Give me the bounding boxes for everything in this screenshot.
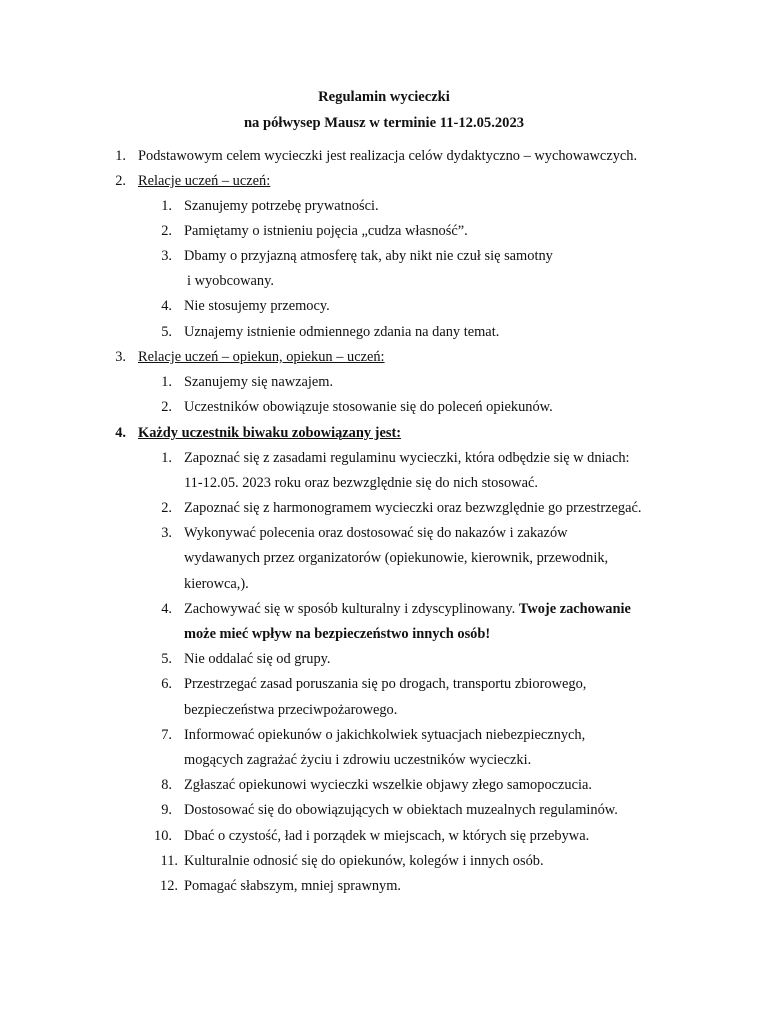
list-item: Pomagać słabszym, mniej sprawnym. [184,878,402,894]
list-item: Dbać o czystość, ład i porządek w miejscach, w których się przebywa. [184,828,590,844]
list-item-number: 11. [160,853,178,869]
list-item [184,601,631,618]
list-item-number: 9. [161,802,172,818]
list-item-continuation: mogących zagrażać życiu i zdrowiu uczestników wycieczki. [184,752,532,768]
list-item-number: 4. [161,601,172,617]
list-item-number: 12. [160,878,178,894]
list-item-number: 2. [161,399,172,415]
list-item-number: 4. [161,298,172,314]
emphasis-text: może mieć wpływ na bezpieczeństwo innych osób! [184,626,491,642]
list-item: Dostosować się do obowiązujących w obiektach muzealnych regulaminów. [184,802,618,818]
list-item-continuation: kierowca,). [184,576,249,592]
list-item-number: 2. [161,500,172,516]
list-item-number: 10. [154,828,172,844]
list-item: Wykonywać polecenia oraz dostosować się do nakazów i zakazów [184,525,568,541]
list-item-continuation: 11-12.05. 2023 roku oraz bezwzględnie się do nich stosować. [184,475,538,491]
list-item-number: 5. [161,324,172,340]
document-title: Regulamin wycieczki [318,89,450,105]
list-item: Dbamy o przyjazną atmosferę tak, aby nikt nie czuł się samotny [184,248,553,264]
list-item: Przestrzegać zasad poruszania się po drogach, transportu zbiorowego, [184,676,587,692]
list-item-text: Zachowywać się w sposób kulturalny i zdyscyplinowany. [184,601,516,617]
list-item: Zgłaszać opiekunowi wycieczki wszelkie objawy złego samopoczucia. [184,777,592,793]
section-number: 1. [115,148,126,164]
list-item-number: 2. [161,223,172,239]
list-item: Uznajemy istnienie odmiennego zdania na dany temat. [184,324,500,340]
section-heading: Relacje uczeń – opiekun, opiekun – uczeń: [138,349,385,365]
list-item-number: 3. [161,248,172,264]
list-item-continuation: wydawanych przez organizatorów (opiekunowie, kierownik, przewodnik, [184,550,609,566]
section-heading: Relacje uczeń – uczeń: [138,173,271,189]
list-item-number: 6. [161,676,172,692]
list-item: Szanujemy potrzebę prywatności. [184,198,379,214]
list-item: Kulturalnie odnosić się do opiekunów, kolegów i innych osób. [184,853,544,869]
list-item-number: 8. [161,777,172,793]
list-item: Nie oddalać się od grupy. [184,651,331,667]
list-item-number: 1. [161,198,172,214]
list-item: Zapoznać się z zasadami regulaminu wycieczki, która odbędzie się w dniach: [184,450,630,466]
document-subtitle: na półwysep Mausz w terminie 11-12.05.2023 [243,115,525,131]
section-text: Podstawowym celem wycieczki jest realizacja celów dydaktyczno – wychowawczych. [138,148,638,164]
list-item: Informować opiekunów o jakichkolwiek sytuacjach niebezpiecznych, [184,727,586,743]
list-item: Nie stosujemy przemocy. [184,298,330,314]
list-item-number: 1. [161,374,172,390]
list-item: Uczestników obowiązuje stosowanie się do poleceń opiekunów. [184,399,553,415]
list-item: Pamiętamy o istnieniu pojęcia „cudza własność”. [184,223,468,239]
list-item-number: 1. [161,450,172,466]
list-item-number: 7. [161,727,172,743]
list-item-number: 5. [161,651,172,667]
section-number: 4. [115,425,126,441]
section-heading: Każdy uczestnik biwaku zobowiązany jest: [138,425,402,441]
list-item-number: 3. [161,525,172,541]
list-item-continuation: bezpieczeństwa przeciwpożarowego. [184,702,398,718]
section-number: 2. [115,173,126,189]
list-item: Szanujemy się nawzajem. [184,374,334,390]
emphasis-text: Twoje zachowanie [518,601,631,617]
section-number: 3. [115,349,126,365]
list-item-continuation: i wyobcowany. [187,273,274,289]
list-item: Zapoznać się z harmonogramem wycieczki oraz bezwzględnie go przestrzegać. [184,500,642,516]
